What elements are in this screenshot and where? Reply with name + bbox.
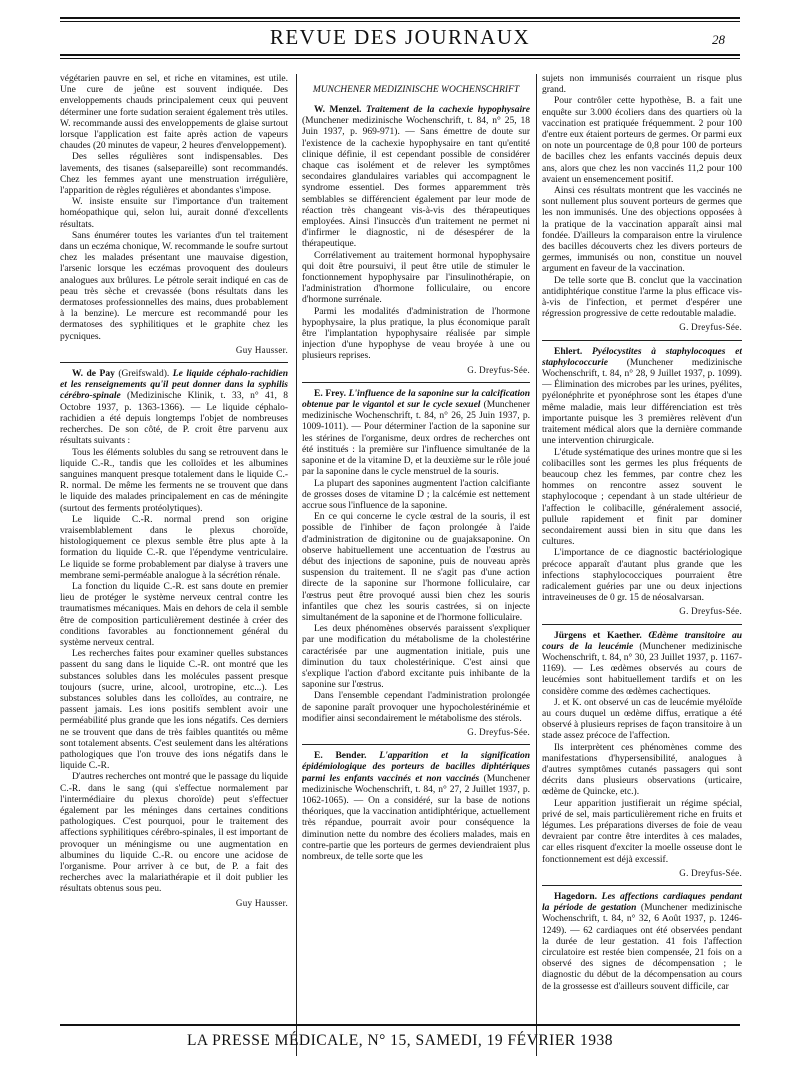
article-author: E. Frey. (314, 388, 346, 399)
header-rule-bottom-thin (60, 58, 740, 59)
article-separator (302, 744, 530, 745)
article-source: (Munchener medizinische Wochenschrift, t. 84, n° 27, 2 Juillet 1937, p. 1062-1065). — On a considéré, sur la base de notions théoriques, que la vaccination antidiphtérique, actuellement très répandue, pourrait avoir pour conséquence la diminution nette du nombre des écoliers malades, mais en contre-partie que les porteurs de germes deviendraient plus nombreux, de telle sorte que les (302, 773, 530, 862)
paragraph: W. insiste ensuite sur l'importance d'un traitement homéopathique qui, selon lui, aurait donné d'excellents résultats. (60, 197, 288, 230)
paragraph: Parmi les modalités d'administration de l'hormone hypophysaire, la plus pratique, la plus économique paraît être l'implantation hypophysaire réalisée par simple injection d'une hypophyse de veau broyée à une ou plusieurs reprises. (302, 306, 530, 362)
article-title: Le liquide céphalo-rachidien et les renseignements qu'il peut donner dans la syphilis cérébro-spinale (60, 369, 288, 402)
author-signature: Guy Hausser. (235, 897, 288, 908)
article-heading (60, 369, 288, 447)
author-signature: G. Dreyfus-Sée. (679, 606, 742, 617)
journal-heading: MUNCHENER MEDIZINISCHE WOCHENSCHRIFT (312, 85, 520, 95)
page-footer: LA PRESSE MÉDICALE, N° 15, SAMEDI, 19 FÉVRIER 1938 (186, 1032, 614, 1049)
article-heading (302, 105, 530, 251)
paragraph: Des selles régulières sont indispensables. Des lavements, des tisanes (salsepareille) sont recommandés. Chez les femmes ayant une menstruation irrégulière, l'apparition de règles régulières et abondantes s'impose. (60, 152, 288, 197)
article-author: Jürgens et Kaether. (554, 630, 642, 641)
article-author: E. Bender. (314, 751, 367, 762)
page-header-title: REVUE DES JOURNAUX (269, 25, 531, 49)
article-author: W. Menzel. (314, 105, 362, 115)
paragraph: D'autres recherches ont montré que le passage du liquide C.-R. dans le sang (qui s'effectue normalement par l'intermédiaire du plexus choroïde) peut s'effectuer également par les méninges dans certaines conditions pathologiques. C'est pourquoi, pour le traitement des affections syphilitiques cérébro-spinales, il est important de provoquer un méningisme ou une augmentation en albumines du liquide C.-R. ou encore une acidose de l'organisme. Pour arriver à ce but, de P. a fait des recherches avec la malariathérapie et il doit publier les résultats obtenus sous peu. (60, 772, 288, 895)
paragraph: Pour contrôler cette hypothèse, B. a fait une enquête sur 3.000 écoliers dans des quartiers où la vaccination est pratiquée fréquemment. 2 pour 100 d'entre eux étaient porteurs de germes. Or parmi eux on note un pourcentage de 0,8 pour 100 de porteurs de bacilles chez les enfants vaccinés depuis deux ans, alors que chez les non vaccinés 11,2 pour 100 avaient un ensemencement positif. (542, 96, 742, 185)
article-heading (542, 892, 742, 993)
paragraph: Ils interprètent ces phénomènes comme des manifestations d'hypersensibilité, analogues à d'autres symptômes cutanés passagers qui sont décrits dans plusieurs observations (urticaire, œdème de Quincke, etc.). (542, 742, 742, 798)
article-title: L'influence de la saponine sur la calcification obtenue par le vigantol et sur le cycle sexuel (302, 388, 530, 411)
article-source: (Munchener medizinische Wochenschrift, t. 84, n° 28, 9 Juillet 1937, p. 1099). — Élimination des microbes par les urines, pyélites, pyélonéphrite et pyonéphrose sont les étapes d'une même maladie, mais leur différenciation est très importante puisque les 3 premières relèvent d'un traitement médical alors que la dernière commande une intervention chirurgicale. (542, 357, 742, 447)
header-rule-bottom (60, 54, 740, 56)
column-2 (302, 74, 530, 1056)
paragraph: Tous les éléments solubles du sang se retrouvent dans le liquide C.-R., tandis que les colloïdes et les albumines sanguines manquent presque totalement dans le liquide C.-R. normal. De même les ferments ne se trouvent que dans le liquide des malades principalement en cas de méningite (surtout des ferments protéolytiques). (60, 447, 288, 514)
author-signature: G. Dreyfus-Sée. (467, 364, 530, 375)
article-author: W. de Pay (72, 369, 115, 380)
paragraph: De telle sorte que B. conclut que la vaccination antidiphtérique constitue l'arme la plus efficace vis-à-vis de l'infection, et permet d'espérer une régression progressive de cette redoutable maladie. (542, 275, 742, 320)
author-signature: G. Dreyfus-Sée. (679, 322, 742, 333)
paragraph: Corrélativement au traitement hormonal hypophysaire qui doit être poursuivi, il peut être utile de stimuler le fonctionnement hypophysaire par l'insulinothérapie, on l'administration d'hormone folliculaire, ou encore d'hormone surrénale. (302, 250, 530, 306)
author-signature: G. Dreyfus-Sée. (467, 726, 530, 737)
paragraph: En ce qui concerne le cycle œstral de la souris, il est possible de l'inhiber de façon prolongée à l'aide d'administration de digitonine ou de guajaksaponine. On observe habituellement une accentuation de l'œstrus au début des injections de saponine, puis de nouveau après suspension du traitement. Il ne s'agit pas d'une action directe de la saponine sur l'hormone folliculaire, car l'œstrus peut être provoqué aussi bien chez les souris infantiles que chez les souris castrées, si on injecte simultanément de la saponine et de l'hormone folliculaire. (302, 512, 530, 623)
column-1 (60, 74, 288, 1056)
footer-rule (60, 1024, 740, 1026)
paragraph: L'étude systématique des urines montre que si les colibacilles sont les germes les plus fréquents de beaucoup chez les femmes, par contre chez les hommes on rencontre assez souvent le staphylocoque ; cependant à un stade ultérieur de l'affection le colibacille, généralement associé, pullule rapidement et finit par dominer secondairement aussi bien in situ que dans les cultures. (542, 447, 742, 548)
article-heading (302, 751, 530, 863)
column-divider (536, 74, 537, 1056)
paragraph: J. et K. ont observé un cas de leucémie myéloïde au cours duquel un œdème diffus, erratique a été observé à plusieurs reprises de façon transitoire à un stade assez précoce de l'affection. (542, 697, 742, 742)
paragraph: sujets non immunisés courraient un risque plus grand. (542, 74, 742, 96)
paragraph: Dans l'ensemble cependant l'administration prolongée de saponine paraît provoquer une hypocholestérinémie et modifier ainsi secondairement le métabolisme des stérols. (302, 691, 530, 724)
author-location: (Greifswald). (114, 369, 173, 380)
article-separator (542, 340, 742, 341)
article-title: Les affections cardiaques pendant la période de gestation (542, 892, 742, 914)
article-title: Œdème transitoire au cours de la leucémie (542, 630, 742, 652)
paragraph: Le liquide C.-R. normal prend son origine vraisemblablement dans le plexus choroïde, histologiquement ce plexus semble être plus apte à la formation du liquide C.-R. que l'épendyme ventriculaire. Le liquide se forme probablement par dialyse à travers une membrane semi-perméable analogue à la sécrétion rénale. (60, 514, 288, 581)
column-divider (296, 74, 297, 1056)
header-rule-top (60, 17, 740, 19)
article-separator (60, 362, 288, 363)
article-author: Hagedorn. (554, 892, 598, 903)
article-title: Traitement de la cachexie hypophysaire (361, 105, 530, 115)
paragraph: Les deux phénomènes observés paraissent s'expliquer par une modification du métabolisme de la cholestérine caractérisée par une augmentation initiale, puis une diminution du taux cholestérinique. C'est ainsi que s'explique l'action d'abord excitante puis inhibante de la saponine sur l'œstrus. (302, 624, 530, 691)
paragraph: La fonction du liquide C.-R. est sans doute en premier lieu de protéger le système nerveux central contre les traumatismes mécaniques. Mais en dehors de cela il semble être de composition particulièrement destinée à créer des conditions favorables au fonctionnement général du système nerveux central. (60, 581, 288, 648)
author-signature: Guy Hausser. (235, 344, 288, 355)
article-source: (Munchener medizinische Wochenschrift, t. 84, n° 30, 23 Juillet 1937, p. 1167-1169). — Les œdèmes observés au cours de leucémies sont habituellement tardifs et on les considère comme des œdèmes cachectiques. (542, 641, 742, 697)
page-number: 28 (712, 32, 725, 47)
article-heading (302, 389, 530, 479)
article-separator (542, 624, 742, 625)
header-rule-top-thin (60, 21, 740, 22)
paragraph: Ainsi ces résultats montrent que les vaccinés ne sont nullement plus souvent porteurs de germes que les non immunisés. Une des objections opposées à la pratique de la vaccination apparaît ainsi mal fondée. D'ailleurs la comparaison entre la virulence des bacilles découverts chez les divers porteurs de germes, immunisés ou non, constitue un nouvel argument en faveur de la vaccination. (542, 186, 742, 275)
article-author: Ehlert. (554, 346, 583, 357)
article-title: Pyélocystites à staphylocoques et staphylococcurie (542, 346, 742, 368)
article-separator (542, 885, 742, 886)
paragraph: Sans énumérer toutes les variantes d'un tel traitement dans un eczéma chonique, W. recommande le soufre surtout chez les malades présentant une mauvaise digestion, l'arsenic lorsque les eczémas provoquent des douleurs analogues aux brûlures. Le pétrole serait indiqué en cas de peau très sèche et crevassée (bons résultats dans les dermatoses professionnelles des mains, dues probablement à la benzine). Le mercure est recommandé pour les dermatoses des syphilitiques et le graphite chez les pycniques. (60, 230, 288, 342)
column-3 (542, 74, 742, 1056)
article-source: (Munchener medizinische Wochenschrift, t. 84, n° 32, 6 Août 1937, p. 1246-1249). — 62 cardiaques ont été observées pendant la durée de leur gestation. 41 fois l'affection circulatoire est restée bien compensée, 21 fois on a observé des signes de décompensation ; le diagnostic du début de la décompensation au cours de la grossesse est d'ailleurs souvent difficile, car (542, 903, 742, 992)
article-source: (Munchener medizinische Wochenschrift, t. 84, n° 26, 25 Juin 1937, p. 1009-1011). — Pour déterminer l'action de la saponine sur les stérines de l'organisme, deux ordres de recherches ont été institués : la première sur l'influence simultanée de la saponine et de la vitamine D, et la deuxième sur le rôle joué par la saponine dans le cycle menstruel de la souris. (302, 400, 530, 478)
paragraph: végétarien pauvre en sel, et riche en vitamines, est utile. Une cure de jeûne est souvent indiquée. Des enveloppements chauds principalement ceux qui peuvent déterminer une forte sudation seraient également très utiles. W. recommande aussi des enveloppements de glaise surtout lorsque l'application est faite après action de vapeurs chaudes (20 minutes de vapeur, 2 heures d'enveloppement). (60, 74, 288, 152)
article-heading (542, 347, 742, 448)
article-heading (542, 631, 742, 698)
paragraph: Leur apparition justifierait un régime spécial, privé de sel, mais particulièrement riche en fruits et légumes. Les préparations diverses de foie de veau devraient par contre être interdites à ces malades, car elles risquent d'exciter la moelle osseuse dont le fonctionnement est déjà excessif. (542, 798, 742, 865)
paragraph: L'importance de ce diagnostic bactériologique précoce apparaît d'autant plus grande que les infections staphylococciques pourraient être radicalement guéries par une ou deux injections intraveineuses de 0 gr. 15 de néosalvarsan. (542, 548, 742, 604)
paragraph: La plupart des saponines augmentent l'action calcifiante de grosses doses de vitamine D ; la calcémie est nettement accrue sous l'influence de la saponine. (302, 478, 530, 511)
article-source: (Medizinische Klinik, t. 33, n° 41, 8 Octobre 1937, p. 1363-1366). — Le liquide céphalo-rachidien a été depuis longtemps l'objet de nombreuses recherches. De son côté, de P. croit être parvenu aux résultats suivants : (60, 391, 288, 447)
article-separator (302, 382, 530, 383)
article-title: L'apparition et la signification épidémiologique des porteurs de bacilles diphtériques parmi les enfants vaccinés et non vaccinés (302, 751, 530, 784)
paragraph: Les recherches faites pour examiner quelles substances passent du sang dans le liquide C.-R. ont montré que les substances solubles dans les molécules passent presque toujours (sucre, urine, alcool, urotropine, etc...). Les substances solubles dans les colloïdes, au contraire, ne passent jamais. Les ions positifs semblent avoir une perméabilité plus grande que les ions négatifs. Ces derniers ne se trouvent que dans de très faibles quantités ou même sont totalement absents. C'est seulement dans les altérations pathologiques que l'on trouve des ions négatifs dans le liquide C.-R. (60, 649, 288, 772)
author-signature: G. Dreyfus-Sée. (679, 867, 742, 878)
article-source: (Munchener medizinische Wochenschrift, t. 84, n° 25, 18 Juin 1937, p. 969-971). — Sans émettre de doute sur l'existence de la cachexie hypophysaire en tant qu'entité clinique définie, il est cependant possible de considérer chaque cas isolément et de relever les symptômes secondaires glandulaires variables qui accompagnent le syndrome essentiel. Des formes apparemment très semblables se différencient également par leur mode de réaction très changeant vis-à-vis des thérapeutiques employées. Ainsi l'insuccès d'un traitement ne permet ni d'infirmer le diagnostic, ni de désespérer de la thérapeutique. (302, 116, 530, 250)
